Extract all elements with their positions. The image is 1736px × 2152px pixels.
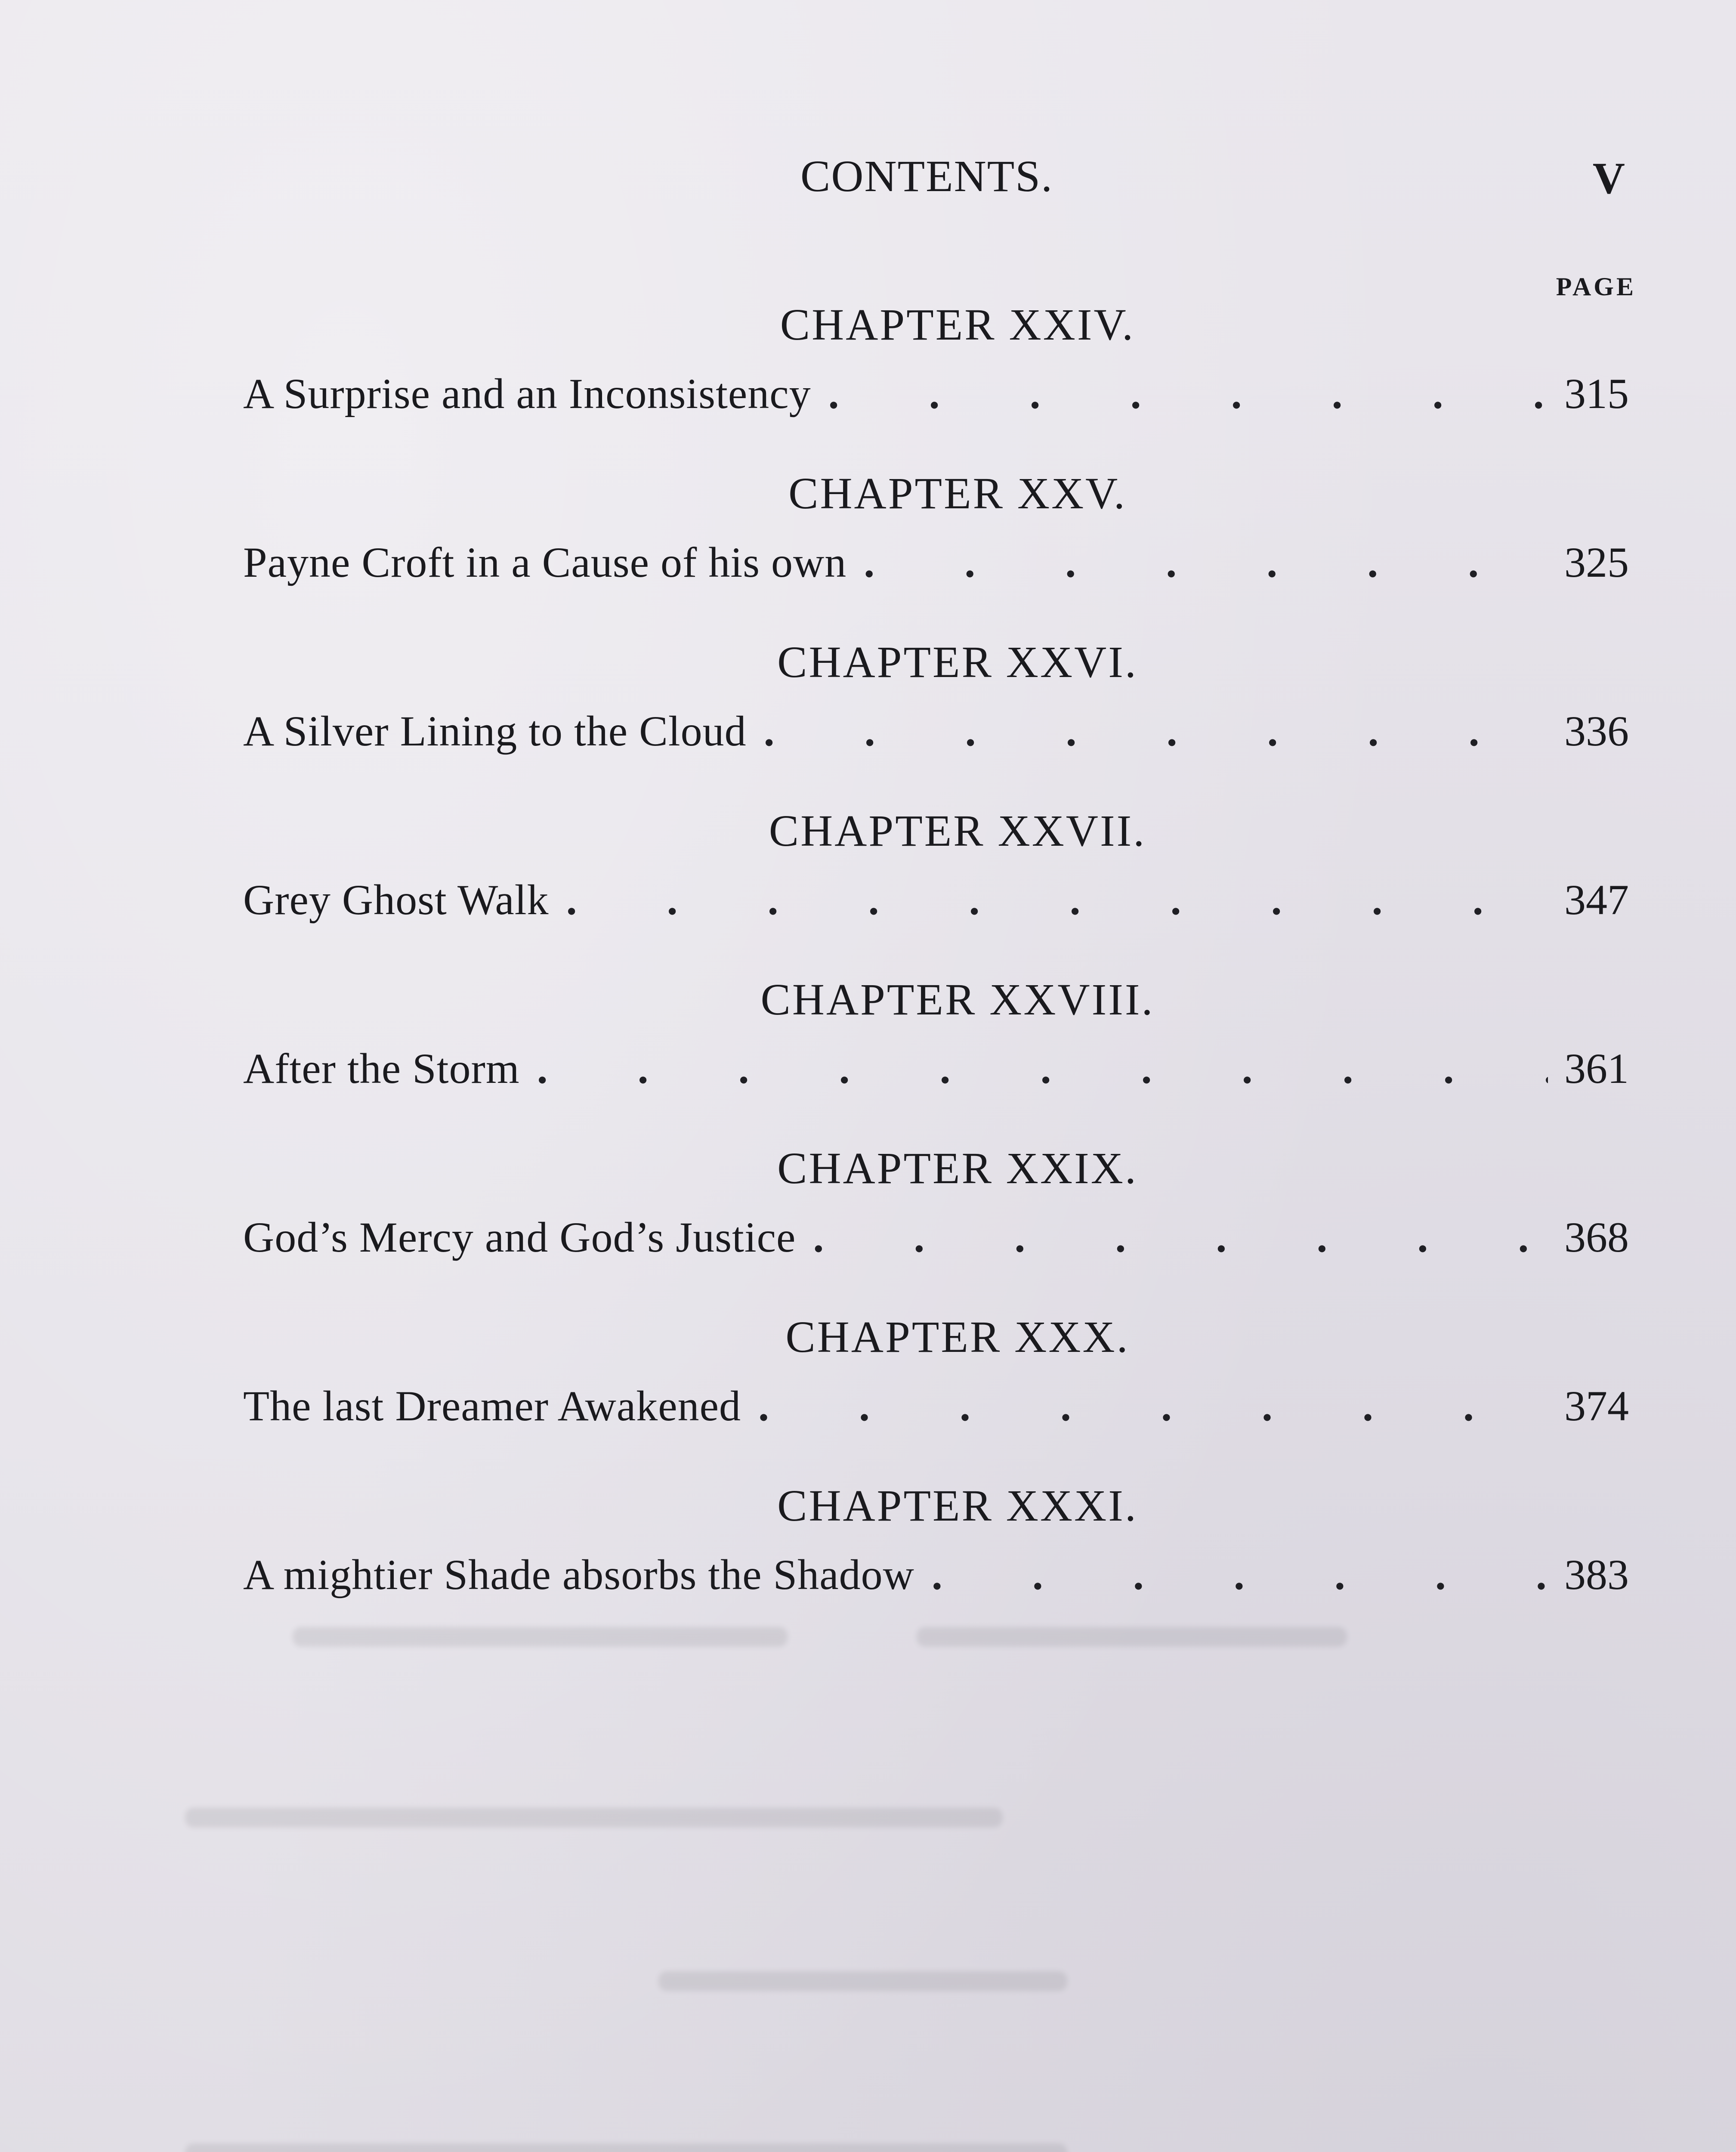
chapter-heading: CHAPTER XXX. <box>785 1312 1130 1362</box>
toc-section <box>243 1141 1629 1309</box>
dot-leader <box>813 1209 1548 1265</box>
chapter-heading: CHAPTER XXVII. <box>769 806 1146 856</box>
toc-entry <box>243 1041 1629 1097</box>
chapter-heading: CHAPTER XXV. <box>788 469 1127 518</box>
chapter-heading: CHAPTER XXVI. <box>777 637 1138 687</box>
chapter-title: God’s Mercy and God’s Justice <box>243 1213 796 1261</box>
toc-section <box>243 1478 1629 1647</box>
chapter-page: 361 <box>1564 1045 1629 1092</box>
chapter-title: A Surprise and an Inconsistency <box>243 370 811 417</box>
chapter-page: 347 <box>1564 876 1629 924</box>
toc-section <box>243 297 1629 466</box>
dot-leader <box>864 535 1548 591</box>
table-of-contents <box>243 297 1629 1647</box>
dot-leader <box>758 1378 1548 1434</box>
chapter-title: After the Storm <box>243 1045 520 1092</box>
chapter-heading: CHAPTER XXVIII. <box>760 975 1155 1024</box>
running-head: CONTENTS. <box>800 152 1053 201</box>
toc-section <box>243 634 1629 803</box>
chapter-title: Payne Croft in a Cause of his own <box>243 538 847 586</box>
toc-entry <box>243 366 1629 422</box>
dot-leader <box>828 366 1548 422</box>
chapter-title: The last Dreamer Awakened <box>243 1382 741 1430</box>
toc-entry <box>243 535 1629 591</box>
toc-entry <box>243 872 1629 928</box>
toc-section <box>243 803 1629 972</box>
chapter-title: A Silver Lining to the Cloud <box>243 707 747 755</box>
chapter-page: 374 <box>1564 1382 1629 1430</box>
bleed-through-texture <box>185 1592 1605 2152</box>
toc-section <box>243 972 1629 1141</box>
toc-entry <box>243 1209 1629 1265</box>
chapter-heading: CHAPTER XXXI. <box>777 1481 1138 1531</box>
chapter-page: 383 <box>1564 1551 1629 1599</box>
dot-leader <box>566 872 1548 928</box>
chapter-page: 336 <box>1564 707 1629 755</box>
chapter-page: 325 <box>1564 538 1629 586</box>
chapter-heading: CHAPTER XXIV. <box>780 300 1135 349</box>
chapter-title: Grey Ghost Walk <box>243 876 549 924</box>
toc-section <box>243 466 1629 634</box>
dot-leader <box>932 1547 1548 1603</box>
chapter-heading: CHAPTER XXIX. <box>777 1144 1138 1193</box>
chapter-page: 368 <box>1564 1213 1629 1261</box>
toc-entry <box>243 1378 1629 1434</box>
chapter-page: 315 <box>1564 370 1629 417</box>
page-number: V <box>1592 154 1625 203</box>
toc-entry <box>243 1547 1629 1603</box>
dot-leader <box>764 703 1548 759</box>
toc-entry <box>243 703 1629 759</box>
chapter-title: A mightier Shade absorbs the Shadow <box>243 1551 914 1599</box>
page-column-label: PAGE <box>1556 272 1636 301</box>
toc-section <box>243 1309 1629 1478</box>
dot-leader <box>537 1041 1548 1097</box>
